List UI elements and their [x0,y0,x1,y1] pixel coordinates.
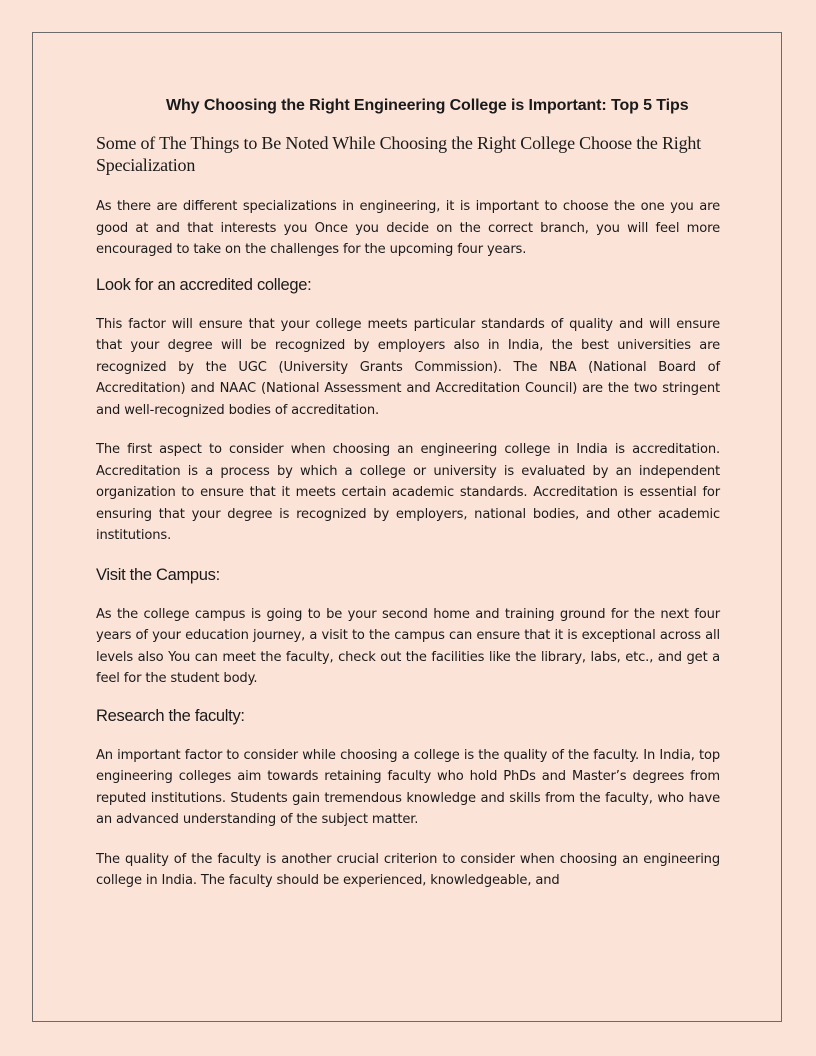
document-title: Why Choosing the Right Engineering College is Important: Top 5 Tips [166,97,689,114]
section-paragraph: An important factor to consider while choosing a college is the quality of the faculty. In India, top engineering colleges aim towards retaining faculty who hold PhDs and Master’s degrees from reputed institutions. Students gain tremendous knowledge and skills from the faculty, who have an advanced understanding of the subject matter. [96,747,720,827]
section-heading-visit-campus: Visit the Campus: [96,565,220,584]
document-subtitle: Some of The Things to Be Noted While Choosing the Right College Choose the Right Specialization [96,133,701,175]
document-body [96,96,720,892]
section-paragraph: The first aspect to consider when choosing an engineering college in India is accreditation. Accreditation is a process by which a college or university is evaluated by an independent organization to ensure that it meets certain academic standards. Accreditation is essential for ensuring that your degree is recognized by employers, national bodies, and other academic institutions. [96,442,720,543]
section-paragraph: This factor will ensure that your college meets particular standards of quality and will ensure that your degree will be recognized by employers also in India, the best universities are recognized by the UGC (University Grants Commission). The NBA (National Board of Accreditation) and NAAC (National Assessment and Accreditation Council) are the two stringent and well-recognized bodies of accreditation. [96,316,720,418]
section-paragraph: As the college campus is going to be your second home and training ground for the next four years of your education journey, a visit to the campus can ensure that it is exceptional across all levels also You can meet the faculty, check out the facilities like the library, labs, etc., and get a feel for the student body. [96,606,720,686]
intro-paragraph: As there are different specializations in engineering, it is important to choose the one you are good at and that interests you Once you decide on the correct branch, you will feel more encouraged to take on the challenges for the upcoming four years. [96,199,720,257]
section-heading-research-faculty: Research the faculty: [96,706,245,725]
section-heading-accredited: Look for an accredited college: [96,275,312,294]
section-paragraph: The quality of the faculty is another crucial criterion to consider when choosing an engineering college in India. The faculty should be experienced, knowledgeable, and [96,851,720,888]
